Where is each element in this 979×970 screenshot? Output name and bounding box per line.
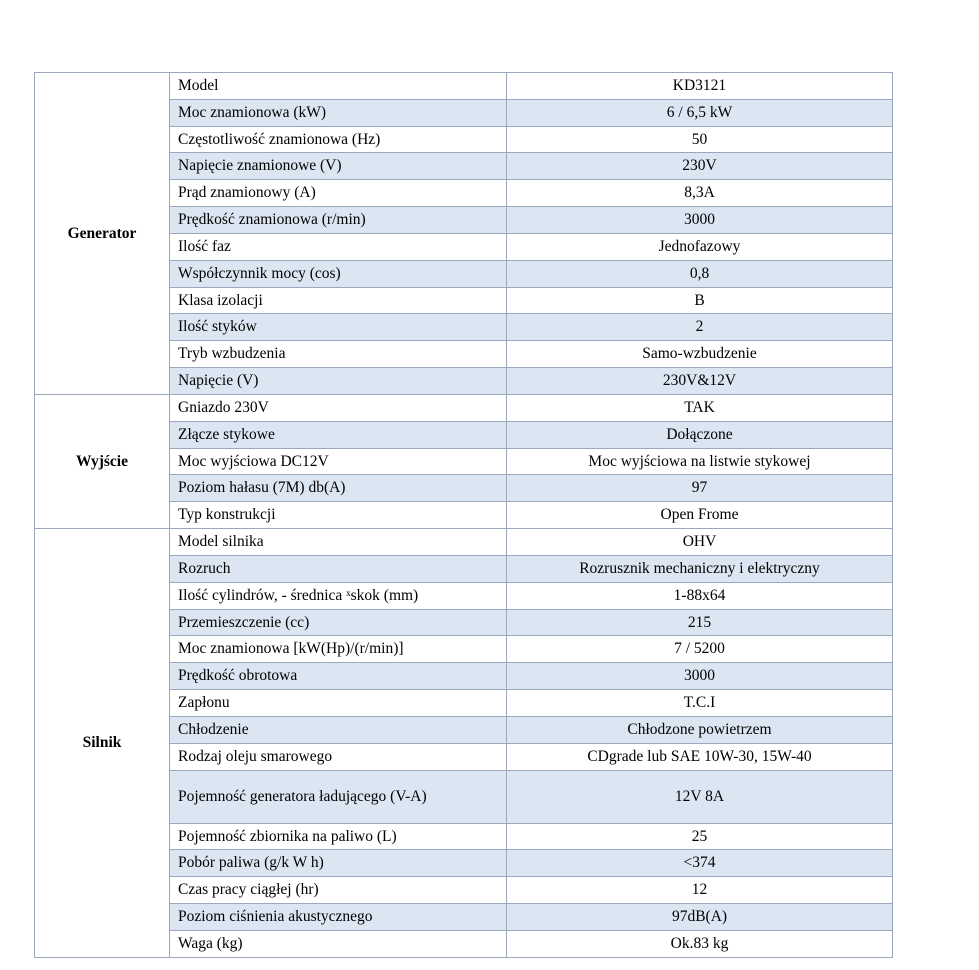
spec-value: 97 <box>507 475 893 502</box>
spec-label: Napięcie znamionowe (V) <box>170 153 507 180</box>
spec-label: Prędkość znamionowa (r/min) <box>170 207 507 234</box>
group-label: Silnik <box>35 529 170 958</box>
spec-label: Gniazdo 230V <box>170 394 507 421</box>
spec-label: Częstotliwość znamionowa (Hz) <box>170 126 507 153</box>
spec-value: Ok.83 kg <box>507 930 893 957</box>
spec-label: Ilość styków <box>170 314 507 341</box>
spec-label: Pojemność zbiornika na paliwo (L) <box>170 823 507 850</box>
spec-value: Chłodzone powietrzem <box>507 716 893 743</box>
spec-value: 230V <box>507 153 893 180</box>
spec-value: <374 <box>507 850 893 877</box>
spec-label: Klasa izolacji <box>170 287 507 314</box>
spec-label: Model <box>170 73 507 100</box>
spec-label: Chłodzenie <box>170 716 507 743</box>
group-label: Wyjście <box>35 394 170 528</box>
spec-value: Moc wyjściowa na listwie stykowej <box>507 448 893 475</box>
spec-value: Samo-wzbudzenie <box>507 341 893 368</box>
spec-value: 3000 <box>507 207 893 234</box>
table-row <box>35 394 893 421</box>
spec-label: Przemieszczenie (cc) <box>170 609 507 636</box>
spec-value: Jednofazowy <box>507 233 893 260</box>
spec-value: 0,8 <box>507 260 893 287</box>
table-row <box>35 73 893 100</box>
spec-value: 2 <box>507 314 893 341</box>
spec-label: Waga (kg) <box>170 930 507 957</box>
spec-label: Rozruch <box>170 555 507 582</box>
specification-table <box>34 72 893 958</box>
spec-label: Napięcie (V) <box>170 368 507 395</box>
spec-label: Złącze stykowe <box>170 421 507 448</box>
spec-value: CDgrade lub SAE 10W-30, 15W-40 <box>507 743 893 770</box>
spec-label: Tryb wzbudzenia <box>170 341 507 368</box>
table-row <box>35 529 893 556</box>
spec-value: 25 <box>507 823 893 850</box>
spec-label: Współczynnik mocy (cos) <box>170 260 507 287</box>
spec-label: Ilość faz <box>170 233 507 260</box>
spec-label: Prędkość obrotowa <box>170 663 507 690</box>
spec-value: 8,3A <box>507 180 893 207</box>
spec-value: TAK <box>507 394 893 421</box>
spec-value: Dołączone <box>507 421 893 448</box>
spec-label: Typ konstrukcji <box>170 502 507 529</box>
spec-label: Moc wyjściowa DC12V <box>170 448 507 475</box>
spec-value: 12 <box>507 877 893 904</box>
specification-table-wrapper <box>34 72 893 958</box>
spec-label: Ilość cylindrów, - średnica ˣskok (mm) <box>170 582 507 609</box>
spec-value: T.C.I <box>507 690 893 717</box>
spec-value: 3000 <box>507 663 893 690</box>
spec-label: Moc znamionowa (kW) <box>170 99 507 126</box>
spec-value: 97dB(A) <box>507 904 893 931</box>
spec-value: 215 <box>507 609 893 636</box>
spec-value: 6 / 6,5 kW <box>507 99 893 126</box>
spec-label: Moc znamionowa [kW(Hp)/(r/min)] <box>170 636 507 663</box>
specification-table-body <box>35 73 893 958</box>
spec-label: Prąd znamionowy (A) <box>170 180 507 207</box>
spec-label: Pobór paliwa (g/k W h) <box>170 850 507 877</box>
spec-value: Open Frome <box>507 502 893 529</box>
spec-label: Pojemność generatora ładującego (V-A) <box>170 770 507 823</box>
spec-value: 7 / 5200 <box>507 636 893 663</box>
spec-value: KD3121 <box>507 73 893 100</box>
spec-label: Poziom ciśnienia akustycznego <box>170 904 507 931</box>
spec-value: Rozrusznik mechaniczny i elektryczny <box>507 555 893 582</box>
spec-label: Poziom hałasu (7M) db(A) <box>170 475 507 502</box>
spec-value: OHV <box>507 529 893 556</box>
spec-label: Czas pracy ciągłej (hr) <box>170 877 507 904</box>
spec-value: 230V&12V <box>507 368 893 395</box>
spec-label: Model silnika <box>170 529 507 556</box>
spec-label: Zapłonu <box>170 690 507 717</box>
group-label: Generator <box>35 73 170 395</box>
spec-value: 50 <box>507 126 893 153</box>
spec-value: 12V 8A <box>507 770 893 823</box>
spec-value: B <box>507 287 893 314</box>
spec-label: Rodzaj oleju smarowego <box>170 743 507 770</box>
spec-value: 1-88x64 <box>507 582 893 609</box>
